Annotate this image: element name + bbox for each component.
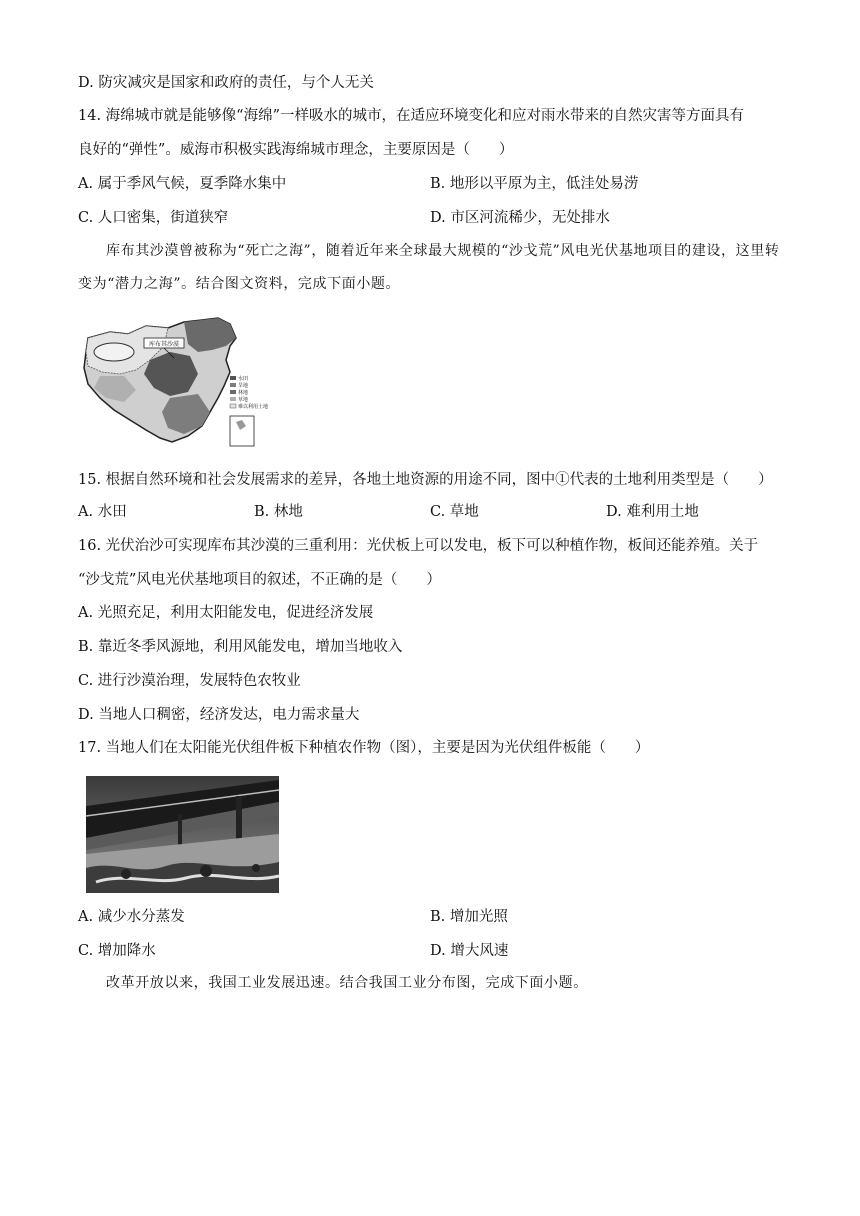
legend-item-1: 旱地 xyxy=(238,383,249,389)
q14-stem-line1: 14. 海绵城市就是能够像“海绵”一样吸水的城市，在适应环境变化和应对雨水带来的自然灾害等方面具有 xyxy=(78,108,744,124)
q14-stem-line2: 良好的“弹性”。威海市积极实践海绵城市理念，主要原因是（ ） xyxy=(78,142,514,158)
q14-option-c: C. 人口密集，街道狭窄 xyxy=(78,210,229,226)
q17-option-d: D. 增大风速 xyxy=(430,943,509,959)
q14-option-b: B. 地形以平原为主，低洼处易涝 xyxy=(430,176,639,192)
q16-option-d: D. 当地人口稠密，经济发达，电力需求量大 xyxy=(78,707,360,723)
legend-item-4: 难以利用土地 xyxy=(238,404,269,410)
q15-stem: 15. 根据自然环境和社会发展需求的差异，各地土地资源的用途不同，图中①代表的土地利用类型是（ ） xyxy=(78,472,773,488)
q17-option-b: B. 增加光照 xyxy=(430,909,508,925)
q15-option-b: B. 林地 xyxy=(254,504,303,520)
q16-stem-line1: 16. 光伏治沙可实现库布其沙漠的三重利用：光伏板上可以发电，板下可以种植作物，板间还能养殖。关于 xyxy=(78,538,759,554)
legend-item-2: 林地 xyxy=(238,390,249,396)
q15-option-d: D. 难利用土地 xyxy=(606,504,699,520)
passage-industry: 改革开放以来，我国工业发展迅速。结合我国工业分布图，完成下面小题。 xyxy=(106,975,588,991)
legend-item-3: 草地 xyxy=(238,397,249,403)
q16-option-a: A. 光照充足，利用太阳能发电，促进经济发展 xyxy=(78,605,374,621)
q13-option-d: D. 防灾减灾是国家和政府的责任，与个人无关 xyxy=(78,75,374,91)
q15-option-c: C. 草地 xyxy=(430,504,479,520)
passage-kubuqi: 库布其沙漠曾被称为“死亡之海”，随着近年来全球最大规模的“沙戈荒”风电光伏基地项目的建设，这里转变为“潜力之海”。结合图文资料，完成下面小题。 xyxy=(78,243,780,292)
map-callout-label: 库布其沙漠 xyxy=(148,341,180,348)
solar-panel-photo-figure xyxy=(86,776,279,893)
q15-option-a: A. 水田 xyxy=(78,504,127,520)
q16-stem-line2: “沙戈荒”风电光伏基地项目的叙述，不正确的是（ ） xyxy=(78,572,441,588)
q14-option-a: A. 属于季风气候，夏季降水集中 xyxy=(78,176,287,192)
q17-stem: 17. 当地人们在太阳能光伏组件板下种植农作物（图），主要是因为光伏组件板能（ ） xyxy=(78,740,650,756)
q17-option-a: A. 减少水分蒸发 xyxy=(78,909,185,925)
land-use-map-figure xyxy=(80,316,269,450)
q14-option-d: D. 市区河流稀少，无处排水 xyxy=(430,210,610,226)
q16-option-b: B. 靠近冬季风源地，利用风能发电，增加当地收入 xyxy=(78,639,403,655)
legend-item-0: 水田 xyxy=(238,376,249,382)
q16-option-c: C. 进行沙漠治理，发展特色农牧业 xyxy=(78,673,301,689)
q17-option-c: C. 增加降水 xyxy=(78,943,156,959)
